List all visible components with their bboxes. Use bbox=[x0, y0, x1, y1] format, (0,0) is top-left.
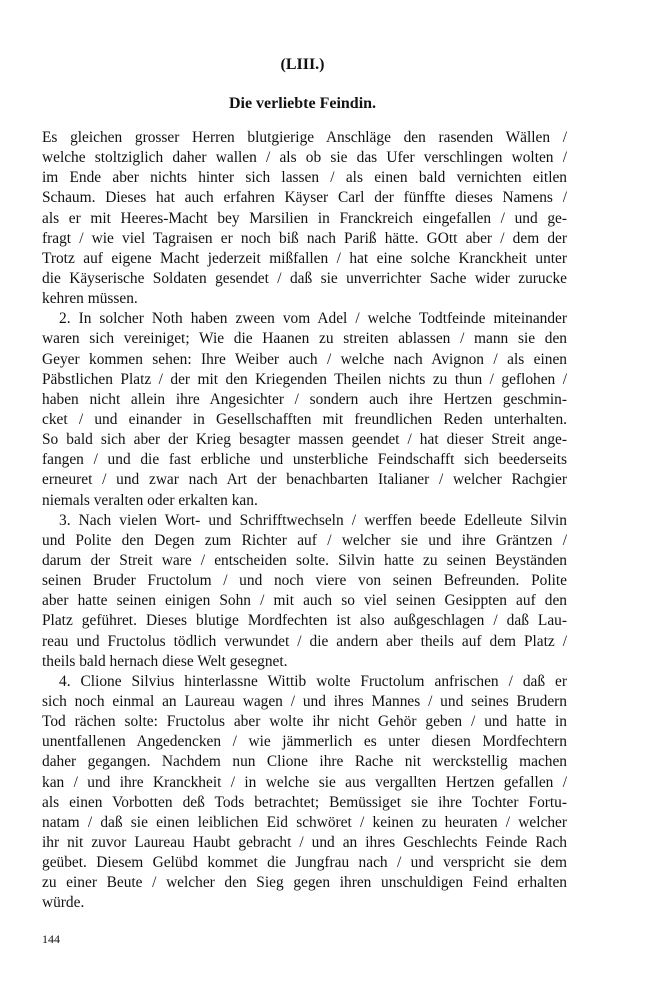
text-line: würde. bbox=[42, 894, 85, 912]
text-line: die Käyserische Soldaten gesendet / daß sie unverrichter Sache wider zurucke bbox=[42, 269, 567, 287]
text-line: 4. Clione Silvius hinterlassne Wittib wolte Fructolum anfrischen / daß er bbox=[59, 672, 567, 690]
text-line: cket / und einander in Gesellschafften mit freundlichen Reden unterhalten. bbox=[42, 410, 567, 428]
text-line: und Polite den Degen zum Richter auf / welcher sie und ihre Gräntzen / bbox=[42, 531, 567, 549]
text-line: kehren müssen. bbox=[42, 290, 138, 308]
text-line: theils bald hernach diese Welt gesegnet. bbox=[42, 652, 288, 670]
text-line: Trotz auf eigene Macht jederzeit mißfallen / hat eine solche Kranckheit unter bbox=[42, 249, 567, 267]
text-line: kan / und ihre Kranckheit / in welche sie aus vergallten Hertzen gefallen / bbox=[42, 773, 567, 791]
text-line: aber hatte seinen einigen Sohn / mit auch so viel seinen Gesippten auf den bbox=[42, 592, 567, 610]
text-line: niemals veralten oder erkalten kan. bbox=[42, 491, 258, 509]
text-line: unentfallenen Angedencken / wie jämmerlich es unter diesen Mordfechtern bbox=[42, 733, 567, 751]
text-line: seinen Bruder Fructolum / und noch viere von seinen Befreunden. Polite bbox=[42, 572, 567, 590]
chapter-number: (LIII.) bbox=[280, 56, 325, 73]
text-line: natam / daß sie einen leiblichen Eid schwöret / keinen zu heuraten / welcher bbox=[42, 813, 567, 831]
page-number: 144 bbox=[42, 932, 60, 946]
text-line: 2. In solcher Noth haben zween vom Adel / welche Todtfeinde miteinander bbox=[59, 310, 567, 328]
chapter-title: Die verliebte Feindin. bbox=[228, 95, 377, 112]
text-line: fragt / wie viel Tagraisen er noch biß nach Pariß hätte. GOtt aber / dem der bbox=[42, 229, 567, 247]
text-line: welche stoltziglich daher wallen / als ob sie das Ufer verschlingen wolten / bbox=[42, 149, 567, 167]
text-line: daher gegangen. Nachdem nun Clione ihre Rache nit werckstellig machen bbox=[42, 753, 567, 771]
text-line: Geyer kommen sehen: Ihre Weiber auch / welche nach Avignon / als einen bbox=[42, 350, 567, 368]
text-line: als einen Vorbotten deß Tods betrachtet; Bemüssiget sie ihre Tochter Fortu- bbox=[42, 793, 567, 811]
text-line: 3. Nach vielen Wort- und Schrifftwechseln / werffen beede Edelleute Silvin bbox=[59, 511, 567, 529]
text-line: geübet. Diesem Gelübd kommet die Jungfrau nach / und verspricht sie dem bbox=[42, 854, 567, 872]
text-line: im Ende aber nichts hinter sich lassen / als einen bald vernichten eitlen bbox=[42, 169, 567, 187]
text-line: darum der Streit ware / entscheiden solte. Silvin hatte zu seinen Beyständen bbox=[42, 551, 567, 569]
text-line: Schaum. Dieses hat auch erfahren Käyser Carl der fünffte dieses Namens / bbox=[42, 189, 567, 207]
text-line: ihr nit zuvor Laureau Haubt gebracht / und an ihres Geschlechts Feinde Rach bbox=[42, 833, 567, 851]
text-line: Tod rächen solte: Fructolus aber wolte ihr nicht Gehör geben / und hatte in bbox=[42, 713, 567, 731]
text-line: sich noch einmal an Laureau wagen / und ihres Mannes / und seines Brudern bbox=[42, 692, 567, 710]
text-line: reau und Fructolus tödlich verwundet / die andern aber theils auf dem Platz / bbox=[42, 632, 567, 650]
text-line: waren sich vereiniget; Wie die Haanen zu streiten ablassen / mann sie den bbox=[42, 330, 567, 348]
text-line: haben nicht allein ihre Angesichter / sondern auch ihre Hertzen geschmin- bbox=[42, 390, 567, 408]
text-line: erneuret / und zwar nach Art der benachbarten Italianer / welcher Rachgier bbox=[42, 471, 567, 489]
text-line: als er mit Heeres-Macht bey Marsilien in Franckreich eingefallen / und ge- bbox=[42, 209, 567, 227]
body-text bbox=[42, 128, 567, 913]
text-line: So bald sich aber der Krieg besagter massen geendet / hat dieser Streit ange- bbox=[42, 431, 567, 449]
text-line: Platz geführet. Dieses blutige Mordfechten ist also außgeschlagen / daß Lau- bbox=[42, 612, 567, 630]
text-line: Es gleichen grosser Herren blutgierige Anschläge den rasenden Wällen / bbox=[42, 129, 567, 146]
text-line: zu einer Beute / welcher den Sieg gegen ihren unschuldigen Feind erhalten bbox=[42, 874, 567, 892]
text-line: fangen / und die fast erbliche und unsterbliche Feindschafft sich beederseits bbox=[42, 451, 567, 469]
text-line: Päbstlichen Platz / der mit den Kriegenden Theilen nichts zu thun / geflohen / bbox=[42, 370, 567, 388]
